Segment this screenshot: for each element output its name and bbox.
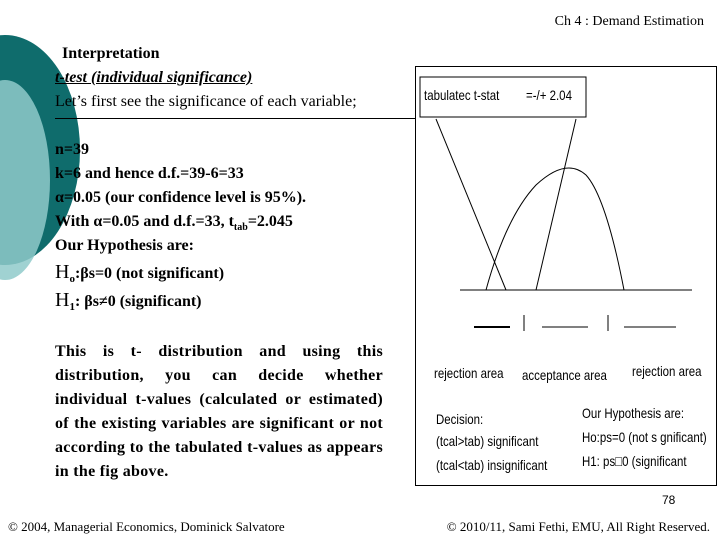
h0-line	[55, 260, 224, 291]
divider-line	[55, 118, 415, 119]
with-line-sub: tab	[233, 222, 248, 234]
k-line: k=6 and hence d.f.=39-6=33	[55, 165, 244, 182]
tab-label: tabulatec t-stat	[424, 87, 500, 103]
interpretation-heading: Interpretation	[62, 45, 160, 62]
rejection-right-label: rejection area	[632, 363, 702, 379]
with-line-prefix: With α=0.05 and d.f.=33, t	[55, 213, 234, 230]
h1-sub: 1	[69, 301, 75, 314]
hypothesis-line: Our Hypothesis are:	[55, 237, 194, 254]
h1-letter: H	[55, 289, 70, 311]
mid-line	[536, 119, 576, 290]
ttest-heading: t-test (individual significance)	[55, 69, 253, 86]
decision-title: Decision:	[436, 411, 484, 427]
tab-value: =-/+ 2.04	[526, 87, 572, 103]
decision-2: (tcal<tab) insignificant	[436, 457, 548, 473]
acceptance-label: acceptance area	[522, 367, 607, 383]
footer-right: © 2010/11, Sami Fethi, EMU, All Right Reserved.	[446, 519, 710, 534]
h1-text: : βs≠0 (significant)	[74, 293, 202, 310]
hyp-h0: Ho:ps=0 (not s gnificant)	[582, 429, 707, 445]
density-curve	[486, 168, 624, 290]
h0-letter: H	[55, 261, 70, 283]
chapter-header: Ch 4 : Demand Estimation	[554, 14, 704, 29]
left-tail-line	[436, 119, 506, 290]
n-line: n=39	[55, 141, 90, 158]
alpha-line: α=0.05 (our confidence level is 95%).	[55, 189, 307, 206]
page-number: 78	[662, 493, 676, 507]
explanation-paragraph: This is t- distribution and using this distribution, you can decide whether individual t-values (calculated or estimated) of the existing variables are significant or not according to the tabulated t-values as appears in the fig above.	[55, 343, 383, 480]
with-line-suffix: =2.045	[247, 213, 293, 230]
h0-sub: o	[69, 273, 75, 286]
t-distribution-figure	[415, 66, 717, 507]
hyp-title: Our Hypothesis are:	[582, 405, 685, 421]
intro-text: Let’s first see the significance of each variable;	[55, 93, 357, 110]
footer-left: © 2004, Managerial Economics, Dominick Salvatore	[8, 519, 285, 534]
decision-1: (tcal>tab) significant	[436, 433, 539, 449]
hyp-h1: H1: ps□0 (significant	[582, 453, 687, 469]
h0-text: :βs=0 (not significant)	[74, 265, 225, 282]
rejection-left-label: rejection area	[434, 365, 504, 381]
h1-line	[55, 288, 202, 319]
